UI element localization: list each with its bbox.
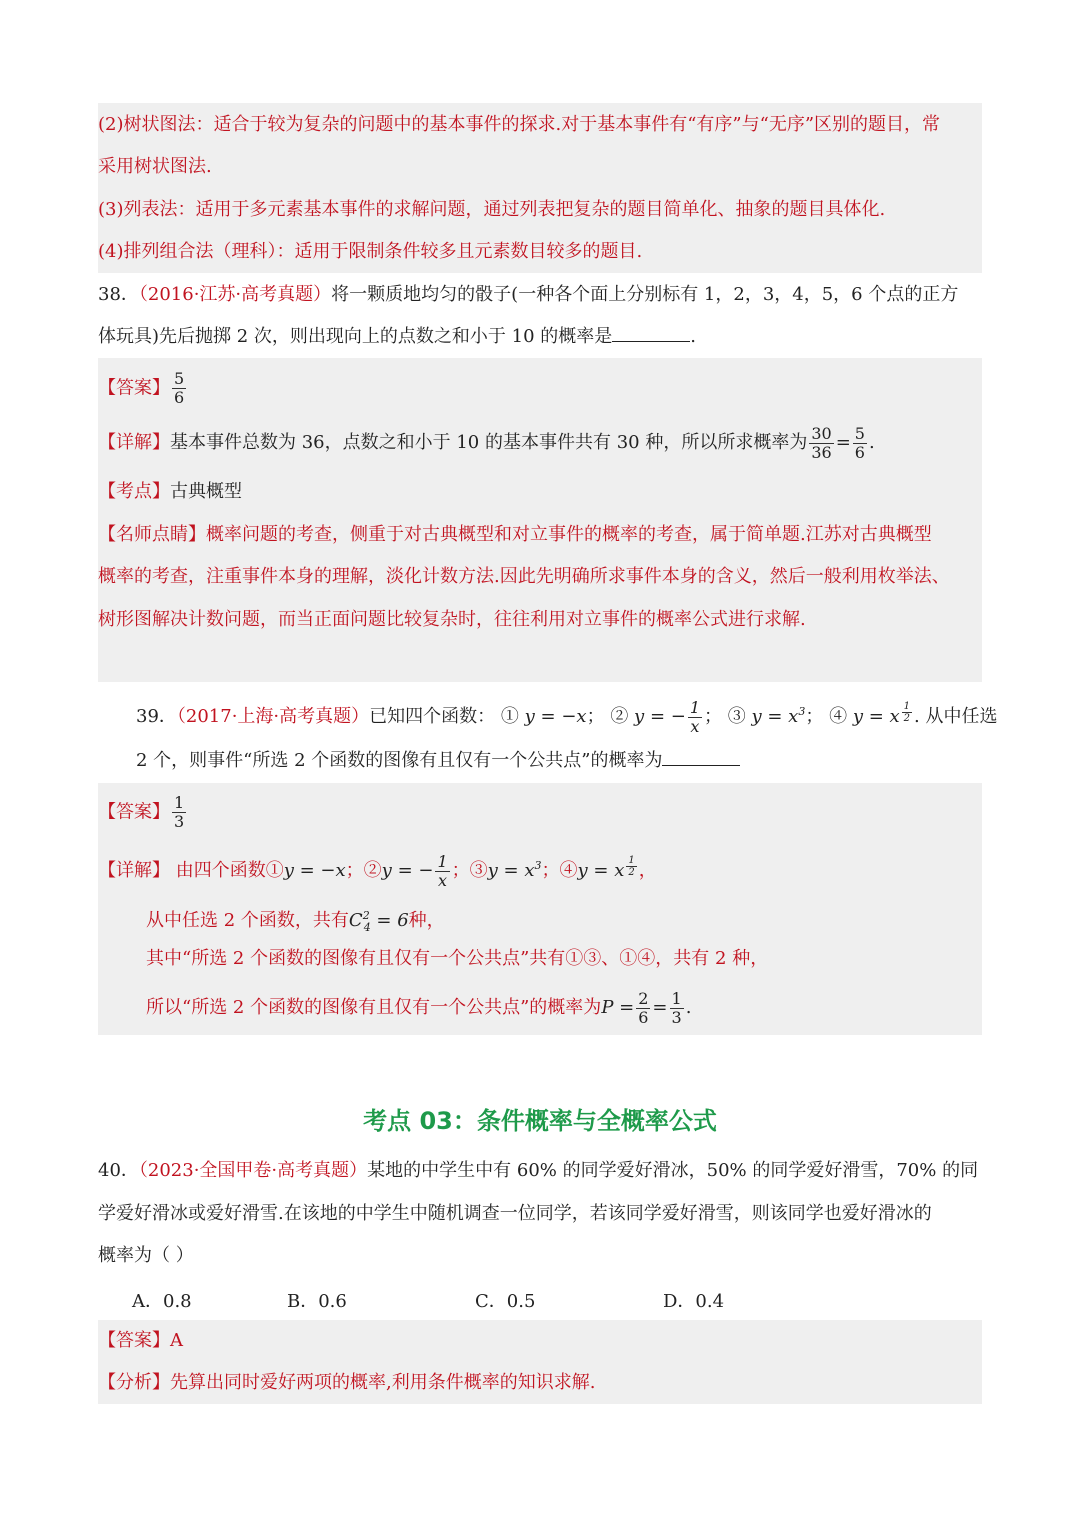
q40-line-1 bbox=[98, 1157, 978, 1185]
q39-answer-blank bbox=[662, 747, 740, 766]
tree-diagram-line-2: 采用树状图法. bbox=[98, 156, 212, 177]
q38-tip-tag: 【名师点睛】 bbox=[98, 524, 206, 545]
q39-detail-fraction-1 bbox=[636, 990, 650, 1027]
q38-line-end: . bbox=[690, 326, 696, 347]
combination-value: = 6 bbox=[370, 910, 409, 931]
q39-detail-f1-label: ① bbox=[265, 860, 284, 881]
q39-detail-line-4 bbox=[146, 988, 691, 1028]
table-method-line: (3)列表法：适用于多元素基本事件的求解问题，通过列表把复杂的题目简单化、抽象的题目具体化. bbox=[98, 199, 886, 220]
fraction-denominator: 6 bbox=[854, 442, 865, 462]
q39-detail-fraction-2 bbox=[670, 990, 684, 1027]
fraction-numerator: 2 bbox=[638, 988, 649, 1008]
q39-detail-intro: 由四个函数 bbox=[175, 860, 266, 881]
fraction-denominator: 2 bbox=[903, 712, 911, 724]
q40-answer-row bbox=[98, 1327, 183, 1355]
fraction-denominator: 6 bbox=[174, 388, 185, 407]
section-heading: 考点 03：条件概率与全概率公式 bbox=[363, 1107, 717, 1135]
q40-option-c: C．0.5 bbox=[475, 1291, 536, 1312]
q40-answer-text: A bbox=[170, 1330, 183, 1351]
q39-f3-label: ③ bbox=[727, 706, 746, 727]
combination-subscript: 4 bbox=[363, 920, 371, 934]
permutation-method-line: (4)排列组合法（理科）：适用于限制条件较多且元素数目较多的题目. bbox=[98, 241, 643, 262]
combination-superscript: 2 bbox=[362, 909, 370, 922]
q38-answer-blank bbox=[612, 323, 690, 342]
q38-answer-row bbox=[98, 370, 188, 407]
q40-answer-tag: 【答案】 bbox=[98, 1330, 170, 1351]
q40-option-a: A．0.8 bbox=[132, 1291, 192, 1312]
q38-point-tag: 【考点】 bbox=[98, 481, 170, 502]
q39-function-1: y = −x bbox=[524, 706, 587, 727]
fraction-numerator: 1 bbox=[671, 988, 682, 1008]
q38-tip-line-1 bbox=[98, 521, 932, 549]
q39-source: （2017·上海·高考真题） bbox=[176, 706, 370, 727]
q39-detail-function-2-lhs: y = − bbox=[381, 860, 434, 881]
q39-detail-f4-exponent bbox=[626, 855, 636, 878]
separator: ； bbox=[541, 860, 560, 881]
q39-detail-f3-label: ③ bbox=[469, 860, 488, 881]
q39-detail-function-3 bbox=[488, 860, 542, 881]
fraction-numerator: 5 bbox=[854, 423, 865, 443]
q39-intro: 已知四个函数： bbox=[369, 706, 496, 727]
q38-point-row bbox=[98, 478, 242, 506]
period: . bbox=[868, 432, 875, 453]
q39-function-4 bbox=[852, 700, 914, 727]
q39-detail-row bbox=[98, 846, 657, 891]
q39-tail: . 从中任选 bbox=[914, 706, 998, 727]
q40-line-2: 学爱好滑冰或爱好滑雪.在该地的中学生中随机调查一位同学，若该同学爱好滑雪，则该同学也爱好滑冰的 bbox=[98, 1203, 932, 1224]
q40-analysis-row bbox=[98, 1369, 595, 1397]
q39-detail-f3-exponent: 3 bbox=[534, 859, 542, 872]
q38-detail-row bbox=[98, 424, 875, 462]
q39-detail-text-2-end: 种， bbox=[408, 910, 445, 931]
q40-analysis-text: 先算出同时爱好两项的概率,利用条件概率的知识求解. bbox=[170, 1372, 596, 1393]
separator: ； bbox=[451, 860, 470, 881]
fraction-denominator: 36 bbox=[811, 442, 832, 462]
q38-detail-fraction-1 bbox=[809, 425, 833, 462]
q38-number: 38． bbox=[98, 284, 139, 305]
q39-answer-tag: 【答案】 bbox=[98, 801, 170, 823]
q38-answer-tag: 【答案】 bbox=[98, 377, 170, 399]
fraction-denominator: 3 bbox=[671, 1007, 682, 1027]
fraction-numerator: 1 bbox=[689, 697, 701, 717]
q38-tip-text-1: 概率问题的考查，侧重于对古典概型和对立事件的概率的考查，属于简单题.江苏对古典概型 bbox=[206, 524, 932, 545]
separator: ； bbox=[345, 860, 364, 881]
q39-text-2: 2 个，则事件“所选 2 个函数的图像有且仅有一个公共点”的概率为 bbox=[136, 750, 663, 771]
q39-function-2-fraction bbox=[688, 699, 702, 736]
q40-source: （2023·全国甲卷·高考真题） bbox=[138, 1160, 368, 1181]
q39-detail-line-2 bbox=[146, 902, 445, 942]
q40-text-1: 某地的中学生中有 60% 的同学爱好滑冰，50% 的同学爱好滑雪，70% 的同 bbox=[367, 1160, 979, 1181]
q38-detail-tag: 【详解】 bbox=[98, 432, 170, 453]
fraction-numerator: 1 bbox=[628, 854, 635, 866]
q39-line-1 bbox=[136, 692, 998, 737]
q38-point-text: 古典概型 bbox=[170, 481, 242, 502]
q39-detail-line-3: 其中“所选 2 个函数的图像有且仅有一个公共点”共有①③、①④，共有 2 种， bbox=[146, 948, 769, 969]
equals-sign: = bbox=[652, 997, 668, 1018]
q39-f3-base: y = x bbox=[751, 706, 799, 727]
probability-symbol: P = bbox=[601, 997, 635, 1018]
q39-function-2-lhs: y = − bbox=[634, 706, 686, 727]
q39-f3-exponent: 3 bbox=[798, 705, 806, 718]
q39-detail-function-1: y = −x bbox=[283, 860, 346, 881]
q38-source: （2016·江苏·高考真题） bbox=[138, 284, 332, 305]
fraction-denominator: 6 bbox=[638, 1007, 649, 1027]
q38-detail-text: 基本事件总数为 36，点数之和小于 10 的基本事件共有 30 种，所以所求概率为 bbox=[170, 432, 808, 453]
fraction-numerator: 1 bbox=[174, 793, 185, 812]
q38-detail-fraction-2 bbox=[853, 425, 867, 462]
fraction-numerator: 1 bbox=[437, 851, 448, 871]
fraction-denominator: x bbox=[690, 716, 700, 736]
q39-detail-tag: 【详解】 bbox=[98, 860, 170, 881]
q38-tip-line-3: 树形图解决计数问题，而当正面问题比较复杂时，往往利用对立事件的概率公式进行求解. bbox=[98, 609, 806, 630]
combination-symbol: C bbox=[348, 910, 363, 931]
separator: ； bbox=[805, 706, 824, 727]
separator: ， bbox=[638, 860, 657, 881]
q40-analysis-tag: 【分析】 bbox=[98, 1372, 170, 1393]
q38-text-1: 将一颗质地均匀的骰子(一种各个面上分别标有 1，2，3，4，5，6 个点的正方 bbox=[331, 284, 959, 305]
q39-detail-f4-base: y = x bbox=[577, 860, 625, 881]
q39-f4-exponent bbox=[902, 701, 912, 724]
q39-f1-label: ① bbox=[500, 706, 519, 727]
q40-option-b: B．0.6 bbox=[287, 1291, 347, 1312]
q39-f2-label: ② bbox=[610, 706, 629, 727]
q38-text-2: 体玩具)先后抛掷 2 次，则出现向上的点数之和小于 10 的概率是 bbox=[98, 326, 613, 347]
q39-detail-text-4: 所以“所选 2 个函数的图像有且仅有一个公共点”的概率为 bbox=[146, 997, 602, 1018]
q40-option-d: D．0.4 bbox=[663, 1291, 725, 1312]
q39-detail-f4-label: ④ bbox=[559, 860, 578, 881]
q38-line-1 bbox=[98, 281, 958, 309]
q39-f4-base: y = x bbox=[852, 706, 900, 727]
fraction-denominator: 2 bbox=[628, 866, 635, 878]
separator: ； bbox=[586, 706, 605, 727]
fraction-numerator: 5 bbox=[174, 369, 185, 388]
q39-detail-f3-base: y = x bbox=[487, 860, 535, 881]
q39-combination bbox=[348, 909, 409, 934]
fraction-numerator: 30 bbox=[811, 423, 832, 443]
q38-tip-line-2: 概率的考查，注重事件本身的理解，淡化计数方法.因此先明确所求事件本身的含义，然后一般利用枚举法、 bbox=[98, 566, 950, 587]
equals-sign: = bbox=[835, 432, 851, 453]
fraction-denominator: x bbox=[438, 870, 448, 890]
q39-detail-text-2: 从中任选 2 个函数，共有 bbox=[146, 910, 349, 931]
q39-line-2 bbox=[136, 747, 740, 775]
q40-number: 40． bbox=[98, 1160, 139, 1181]
q39-f4-label: ④ bbox=[829, 706, 848, 727]
q39-detail-f2-label: ② bbox=[363, 860, 382, 881]
fraction-denominator: 3 bbox=[174, 812, 185, 831]
q39-number: 39． bbox=[136, 706, 177, 727]
q38-line-2 bbox=[98, 323, 696, 351]
q39-answer-row bbox=[98, 794, 188, 831]
q38-answer-fraction bbox=[172, 370, 186, 407]
q39-detail-function-4 bbox=[577, 854, 639, 881]
separator: ； bbox=[704, 706, 723, 727]
q40-line-3: 概率为（ ） bbox=[98, 1245, 194, 1266]
q39-function-3 bbox=[751, 706, 805, 727]
period: . bbox=[685, 997, 692, 1018]
q39-answer-fraction bbox=[172, 794, 186, 831]
fraction-numerator: 1 bbox=[903, 700, 911, 712]
tree-diagram-line-1: (2)树状图法：适合于较为复杂的问题中的基本事件的探求.对于基本事件有“有序”与“无序”区别的题目，常 bbox=[98, 114, 941, 135]
q39-detail-function-2-fraction bbox=[435, 853, 449, 890]
